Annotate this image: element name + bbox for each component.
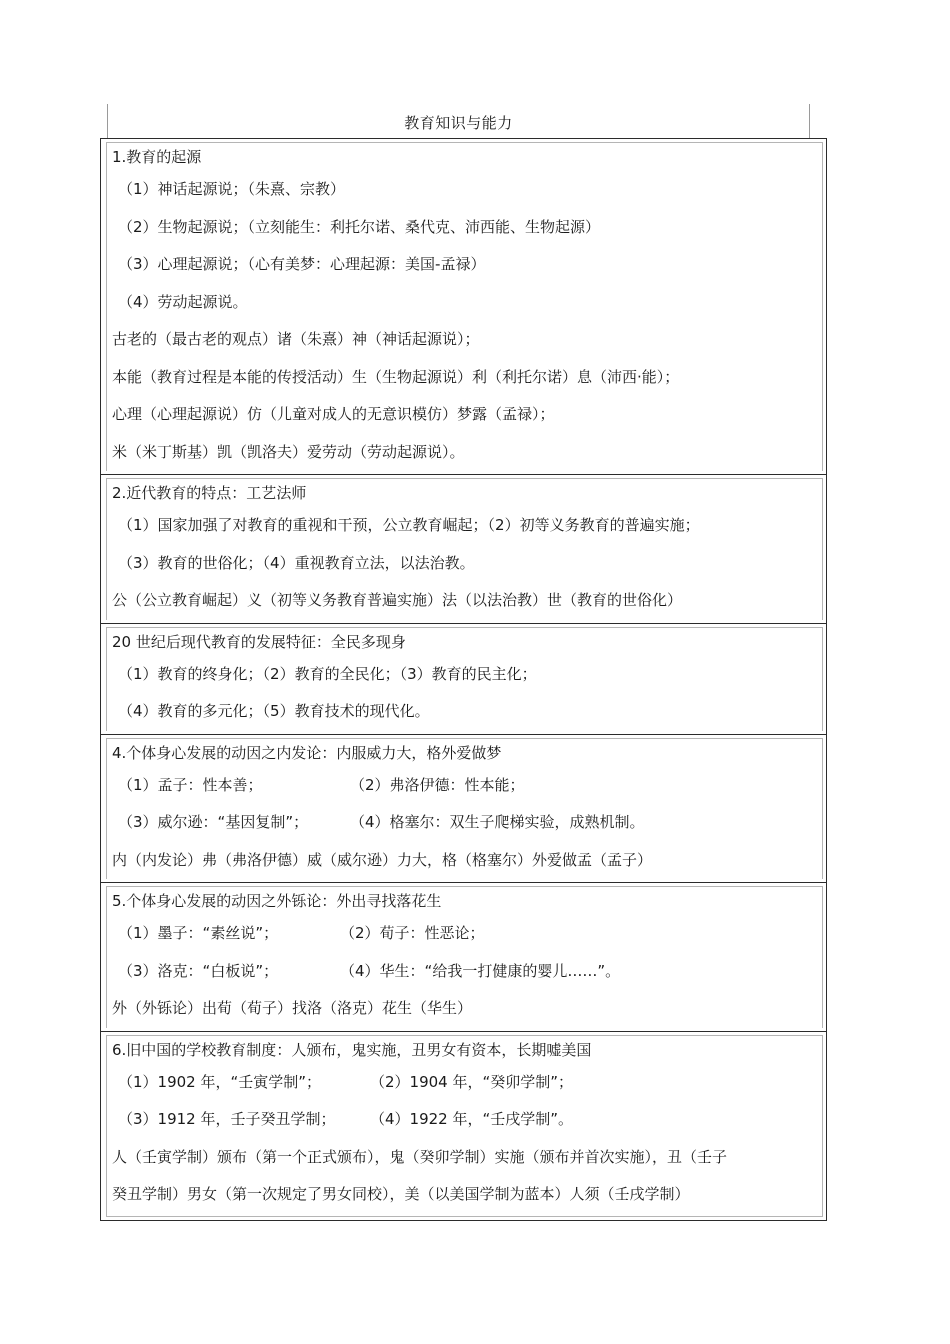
list-item xyxy=(112,1064,816,1102)
section-external-theory xyxy=(101,886,826,1032)
list-item-right: （2）弗洛伊德：性本能； xyxy=(350,775,525,794)
section-heading: 1.教育的起源 xyxy=(112,148,202,166)
section-heading: 20 世纪后现代教育的发展特征：全民多现身 xyxy=(112,632,406,651)
list-item: （3）心理起源说；（心有美梦：心理起源：美国-孟禄） xyxy=(118,255,486,273)
list-item-right: （4）华生：“给我一打健康的婴儿……”。 xyxy=(340,961,621,980)
list-item: （4）劳动起源说。 xyxy=(118,292,248,311)
list-item xyxy=(112,1101,816,1139)
mnemonic-line: 内（内发论）弗（弗洛伊德）威（威尔逊）力大，格（格塞尔）外爱做孟（孟子） xyxy=(112,850,653,869)
list-item-left: （1）孟子：性本善； xyxy=(118,775,263,794)
mnemonic-line: 古老的（最古老的观点）诸（朱熹）神（神话起源说）； xyxy=(112,330,480,348)
list-item-left: （3）1912 年，壬子癸丑学制； xyxy=(118,1110,336,1128)
list-item-left: （3）威尔逊：“基因复制”； xyxy=(118,813,309,831)
list-item xyxy=(112,804,816,842)
mnemonic-line: 人（壬寅学制）颁布（第一个正式颁布），鬼（癸卯学制）实施（颁布并首次实施），丑（壬子 xyxy=(112,1147,728,1166)
page-title: 教育知识与能力 xyxy=(404,114,513,132)
section-heading: 4.个体身心发展的动因之内发论：内服威力大，格外爱做梦 xyxy=(112,743,502,762)
notes-table xyxy=(100,138,827,1221)
list-item-right: （2）1904 年，“癸卯学制”； xyxy=(370,1072,574,1091)
mnemonic-line: 心理（心理起源说）仿（儿童对成人的无意识模仿）梦露（孟禄）； xyxy=(112,405,555,423)
list-item: （1）神话起源说；（朱熹、宗教） xyxy=(118,180,346,198)
section-internal-theory xyxy=(101,738,826,884)
section-modern-features xyxy=(101,478,826,624)
section-heading: 6.旧中国的学校教育制度：人颁布，鬼实施，丑男女有资本，长期嘘美国 xyxy=(112,1040,592,1059)
list-item: （3）教育的世俗化；（4）重视教育立法，以法治教。 xyxy=(118,553,475,572)
mnemonic-line: 癸丑学制）男女（第一次规定了男女同校），美（以美国学制为蓝本）人须（壬戌学制） xyxy=(112,1185,690,1203)
mnemonic-line: 外（外铄论）出荀（荀子）找洛（洛克）花生（华生） xyxy=(112,999,473,1017)
list-item xyxy=(112,767,816,805)
list-item-left: （3）洛克：“白板说”； xyxy=(118,961,279,980)
list-item-right: （4）格塞尔：双生子爬梯实验，成熟机制。 xyxy=(350,813,645,831)
mnemonic-line: 公（公立教育崛起）义（初等义务教育普遍实施）法（以法治教）世（教育的世俗化） xyxy=(112,591,683,609)
mnemonic-line: 本能（教育过程是本能的传授活动）生（生物起源说）利（利托尔诺）息（沛西·能）； xyxy=(112,367,680,386)
list-item xyxy=(112,915,816,953)
list-item: （4）教育的多元化；（5）教育技术的现代化。 xyxy=(118,702,430,720)
section-origin xyxy=(101,142,826,475)
section-heading: 5.个体身心发展的动因之外铄论：外出寻找落花生 xyxy=(112,892,442,910)
section-heading: 2.近代教育的特点：工艺法师 xyxy=(112,484,307,502)
title-cell xyxy=(107,104,810,138)
list-item-left: （1）墨子：“素丝说”； xyxy=(118,924,279,942)
list-item: （2）生物起源说；（立刻能生：利托尔诺、桑代克、沛西能、生物起源） xyxy=(118,217,601,236)
mnemonic-line: 米（米丁斯基）凯（凯洛夫）爱劳动（劳动起源说）。 xyxy=(112,442,465,461)
list-item-right: （2）荀子：性恶论； xyxy=(340,924,485,942)
list-item: （1）国家加强了对教育的重视和干预，公立教育崛起；（2）初等义务教育的普遍实施； xyxy=(118,516,700,534)
section-old-china-system xyxy=(101,1035,826,1217)
section-postmodern-features xyxy=(101,627,826,735)
list-item: （1）教育的终身化；（2）教育的全民化；（3）教育的民主化； xyxy=(118,664,537,683)
list-item-right: （4）1922 年，“壬戌学制”。 xyxy=(370,1110,574,1128)
list-item xyxy=(112,953,816,991)
list-item-left: （1）1902 年，“壬寅学制”； xyxy=(118,1072,322,1091)
